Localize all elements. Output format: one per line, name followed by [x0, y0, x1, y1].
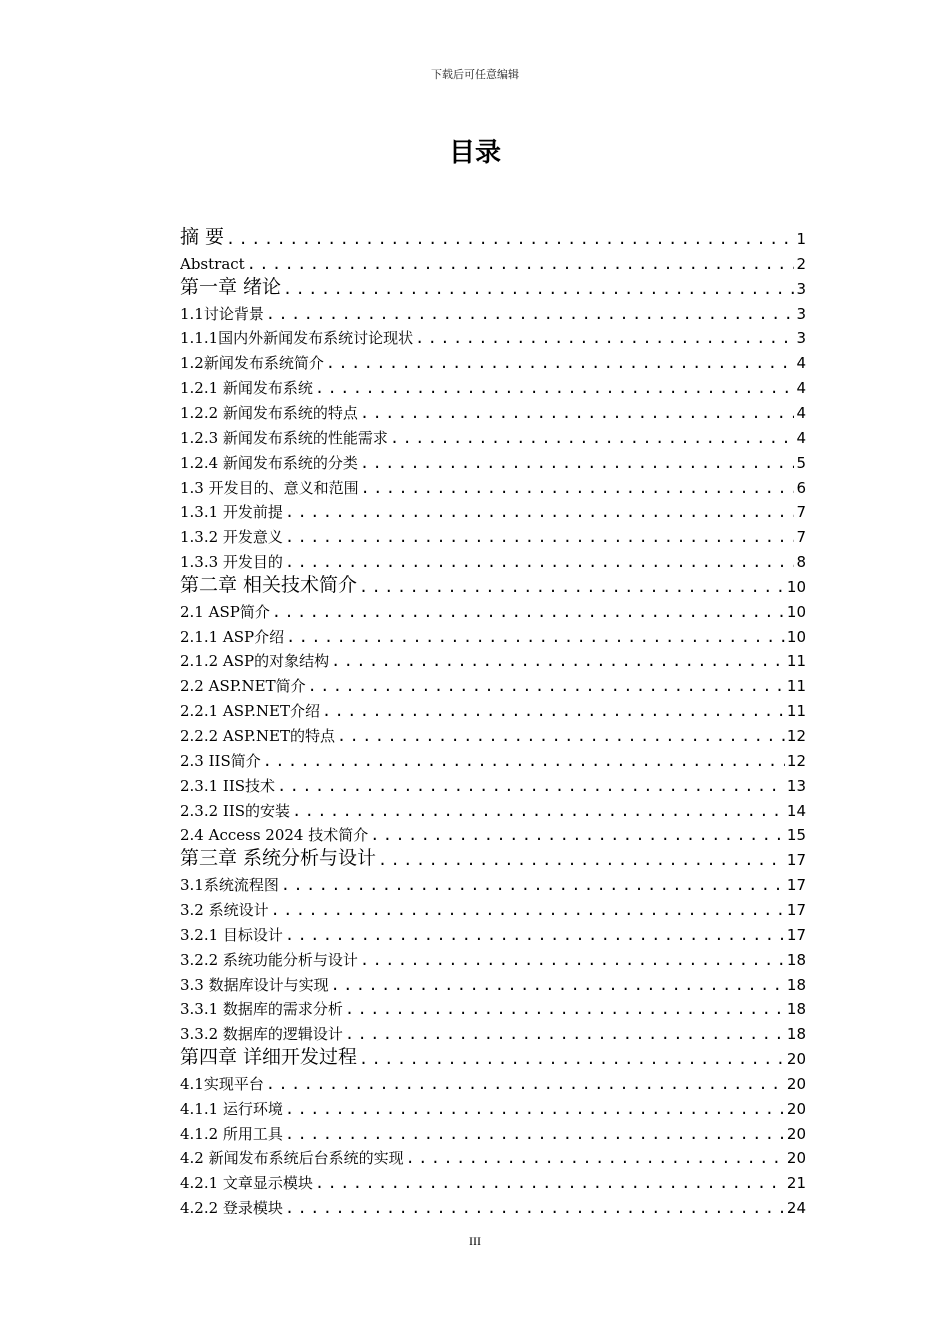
toc-leader-dots: [326, 356, 795, 371]
page-title: 目录: [448, 138, 501, 168]
toc-entry[interactable]: [180, 944, 806, 968]
toc-entry[interactable]: [180, 969, 806, 993]
toc-entry-page: 17: [786, 876, 806, 894]
toc-entry[interactable]: [180, 720, 806, 744]
toc-leader-dots: [345, 1027, 785, 1042]
toc-entry-label: 2.2 ASP.NET简介: [180, 677, 306, 695]
toc-leader-dots: [359, 1052, 785, 1067]
toc-entry-label: 2.3 IIS简介: [180, 751, 261, 769]
toc-entry-label: 3.3.2 数据库的逻辑设计: [180, 1025, 343, 1043]
toc-entry-page: 11: [786, 652, 806, 670]
toc-entry-page: 11: [786, 677, 806, 695]
toc-entry[interactable]: [180, 397, 806, 421]
toc-entry[interactable]: [180, 496, 806, 520]
toc-entry-page: 20: [786, 1074, 806, 1092]
toc-entry[interactable]: [180, 472, 806, 496]
toc-entry-label: 1.2新闻发布系统简介: [180, 354, 324, 372]
toc-entry-label: 1.3.2 开发意义: [180, 528, 283, 546]
toc-leader-dots: [247, 257, 795, 272]
toc-entry-page: 11: [786, 702, 806, 720]
toc-leader-dots: [292, 804, 785, 819]
toc-leader-dots: [415, 331, 794, 346]
toc-entry[interactable]: [180, 447, 806, 471]
toc-entry[interactable]: [180, 546, 806, 570]
toc-leader-dots: [285, 505, 795, 520]
toc-entry-page: 20: [786, 1149, 806, 1167]
toc-entry-page: 12: [786, 727, 806, 744]
toc-leader-dots: [406, 1151, 785, 1166]
toc-leader-dots: [360, 406, 795, 421]
page-header: 下载后可任意编辑: [431, 68, 519, 81]
toc-entry-page: 4: [796, 379, 806, 397]
toc-entry-page: 1: [796, 230, 806, 247]
toc-entry[interactable]: [180, 894, 806, 918]
toc-entry-page: 13: [786, 776, 806, 794]
toc-entry-label: 3.2.1 目标设计: [180, 925, 283, 943]
toc-entry[interactable]: [180, 1118, 806, 1142]
toc-entry-label: 第一章 绪论: [180, 275, 282, 297]
toc-entry-label: 4.1.1 运行环境: [180, 1099, 283, 1117]
toc-entry-label: 2.1.2 ASP的对象结构: [180, 652, 330, 670]
toc-leader-dots: [337, 729, 785, 744]
toc-leader-dots: [263, 754, 785, 769]
toc-entry[interactable]: [180, 919, 806, 943]
toc-leader-dots: [390, 431, 795, 446]
toc-entry-page: 20: [786, 1099, 806, 1117]
toc-entry[interactable]: [180, 745, 806, 769]
toc-entry[interactable]: [180, 223, 806, 247]
toc-entry[interactable]: [180, 1142, 806, 1166]
toc-entry-label: 4.2.1 文章显示模块: [180, 1174, 313, 1192]
toc-entry-page: 2: [796, 254, 806, 272]
toc-entry-label: 摘 要: [180, 226, 225, 247]
toc-entry[interactable]: [180, 819, 806, 843]
toc-entry-label: 1.2.4 新闻发布系统的分类: [180, 453, 358, 471]
toc-entry[interactable]: [180, 596, 806, 620]
toc-entry-label: 1.3 开发目的、意义和范围: [180, 478, 359, 496]
toc-entry-label: 4.1.2 所用工具: [180, 1124, 283, 1142]
toc-entry[interactable]: [180, 869, 806, 893]
toc-entry-page: 17: [786, 851, 806, 869]
toc-entry-label: 第三章 系统分析与设计: [180, 847, 377, 869]
toc-entry-page: 20: [786, 1050, 806, 1068]
toc-entry-label: 1.2.3 新闻发布系统的性能需求: [180, 428, 388, 446]
toc-entry[interactable]: [180, 1043, 806, 1067]
toc-entry-label: 1.1.1国内外新闻发布系统讨论现状: [180, 329, 414, 347]
toc-entry-page: 7: [796, 528, 806, 546]
toc-entry-page: 5: [796, 453, 806, 471]
toc-entry-label: Abstract: [180, 254, 245, 272]
toc-entry-page: 18: [786, 975, 806, 993]
toc-entry-label: 3.3.1 数据库的需求分析: [180, 1000, 343, 1018]
toc-entry-page: 17: [786, 900, 806, 918]
toc-entry[interactable]: [180, 1018, 806, 1042]
toc-entry-label: 1.3.1 开发前提: [180, 503, 283, 521]
toc-entry-label: 4.2 新闻发布系统后台系统的实现: [180, 1149, 404, 1167]
toc-leader-dots: [272, 605, 785, 620]
toc-entry-page: 12: [786, 751, 806, 769]
toc-leader-dots: [285, 530, 795, 545]
toc-entry-page: 8: [796, 553, 806, 571]
toc-leader-dots: [285, 1102, 785, 1117]
toc-entry[interactable]: [180, 844, 806, 868]
toc-entry-page: 10: [786, 627, 806, 645]
toc-entry-page: 21: [786, 1174, 806, 1192]
toc-leader-dots: [331, 654, 785, 669]
toc-leader-dots: [266, 1077, 785, 1092]
toc-leader-dots: [370, 828, 785, 843]
toc-entry[interactable]: [180, 1068, 806, 1092]
toc-leader-dots: [281, 878, 785, 893]
toc-entry-label: 4.2.2 登录模块: [180, 1199, 283, 1217]
toc-leader-dots: [315, 1176, 785, 1191]
toc-leader-dots: [360, 953, 785, 968]
toc-leader-dots: [285, 555, 795, 570]
toc-entry-label: 2.1 ASP简介: [180, 602, 270, 620]
toc-entry[interactable]: [180, 1167, 806, 1191]
toc-leader-dots: [308, 679, 785, 694]
toc-entry-label: 第二章 相关技术简介: [180, 573, 358, 595]
toc-entry-label: 第四章 详细开发过程: [180, 1046, 358, 1068]
toc-leader-dots: [271, 903, 785, 918]
toc-entry[interactable]: [180, 770, 806, 794]
toc-entry[interactable]: [180, 322, 806, 346]
toc-entry[interactable]: [180, 670, 806, 694]
toc-entry[interactable]: [180, 347, 806, 371]
toc-entry-page: 7: [796, 503, 806, 521]
toc-entry-label: 2.2.1 ASP.NET介绍: [180, 702, 320, 720]
toc-entry[interactable]: [180, 1192, 806, 1216]
toc-entry-label: 1.1讨论背景: [180, 304, 264, 322]
toc-leader-dots: [266, 307, 795, 322]
toc-entry[interactable]: [180, 993, 806, 1017]
toc-entry[interactable]: [180, 521, 806, 545]
toc-entry-page: 20: [786, 1124, 806, 1142]
toc-entry-label: 2.1.1 ASP介绍: [180, 627, 285, 645]
toc-leader-dots: [322, 704, 785, 719]
toc-entry-page: 18: [786, 950, 806, 968]
toc-entry-page: 18: [786, 1025, 806, 1043]
toc-leader-dots: [360, 456, 795, 471]
toc-entry[interactable]: [180, 1093, 806, 1117]
toc-entry-page: 3: [796, 304, 806, 322]
toc-leader-dots: [315, 381, 795, 396]
toc-entry[interactable]: [180, 645, 806, 669]
toc-entry-page: 3: [796, 279, 806, 297]
toc-entry[interactable]: [180, 372, 806, 396]
toc-entry-page: 24: [786, 1199, 806, 1217]
toc-entry-label: 2.2.2 ASP.NET的特点: [180, 727, 335, 744]
toc-entry-page: 4: [796, 403, 806, 421]
page-number: III: [469, 1234, 481, 1248]
toc-leader-dots: [285, 1201, 785, 1216]
toc-leader-dots: [226, 232, 794, 247]
toc-leader-dots: [378, 853, 785, 868]
toc-entry-label: 3.2.2 系统功能分析与设计: [180, 950, 358, 968]
toc-entry-page: 6: [796, 478, 806, 496]
toc-leader-dots: [283, 282, 794, 297]
toc-leader-dots: [359, 580, 785, 595]
toc-entry[interactable]: [180, 571, 806, 595]
toc-entry[interactable]: [180, 422, 806, 446]
toc-entry-label: 2.4 Access 2024 技术简介: [180, 826, 369, 844]
toc-entry-page: 10: [786, 577, 806, 595]
toc-entry-page: 17: [786, 925, 806, 943]
toc-entry-label: 4.1实现平台: [180, 1074, 264, 1092]
toc-entry-label: 1.2.1 新闻发布系统: [180, 379, 313, 397]
toc-entry-page: 14: [786, 801, 806, 819]
toc-entry-page: 15: [786, 826, 806, 844]
toc-leader-dots: [285, 1127, 785, 1142]
toc-entry-label: 1.2.2 新闻发布系统的特点: [180, 403, 358, 421]
toc-entry[interactable]: [180, 795, 806, 819]
toc-entry[interactable]: [180, 248, 806, 272]
toc-leader-dots: [277, 779, 785, 794]
toc-entry-page: 3: [796, 329, 806, 347]
toc-entry-label: 3.2 系统设计: [180, 900, 269, 918]
toc-entry-label: 3.1系统流程图: [180, 876, 279, 894]
toc-entry-page: 4: [796, 428, 806, 446]
toc-entry-label: 2.3.2 IIS的安装: [180, 801, 291, 819]
toc-leader-dots: [361, 481, 795, 496]
toc-entry[interactable]: [180, 621, 806, 645]
toc-leader-dots: [285, 928, 785, 943]
toc-leader-dots: [331, 978, 785, 993]
toc-leader-dots: [286, 630, 785, 645]
toc-entry-label: 1.3.3 开发目的: [180, 553, 283, 571]
toc-entry-label: 2.3.1 IIS技术: [180, 776, 276, 794]
toc-entry-page: 4: [796, 354, 806, 372]
toc-entry-page: 10: [786, 602, 806, 620]
toc-leader-dots: [345, 1002, 785, 1017]
toc-entry-label: 3.3 数据库设计与实现: [180, 975, 329, 993]
toc-entry[interactable]: [180, 695, 806, 719]
toc-entry[interactable]: [180, 273, 806, 297]
toc-entry-page: 18: [786, 1000, 806, 1018]
toc-entry[interactable]: [180, 298, 806, 322]
